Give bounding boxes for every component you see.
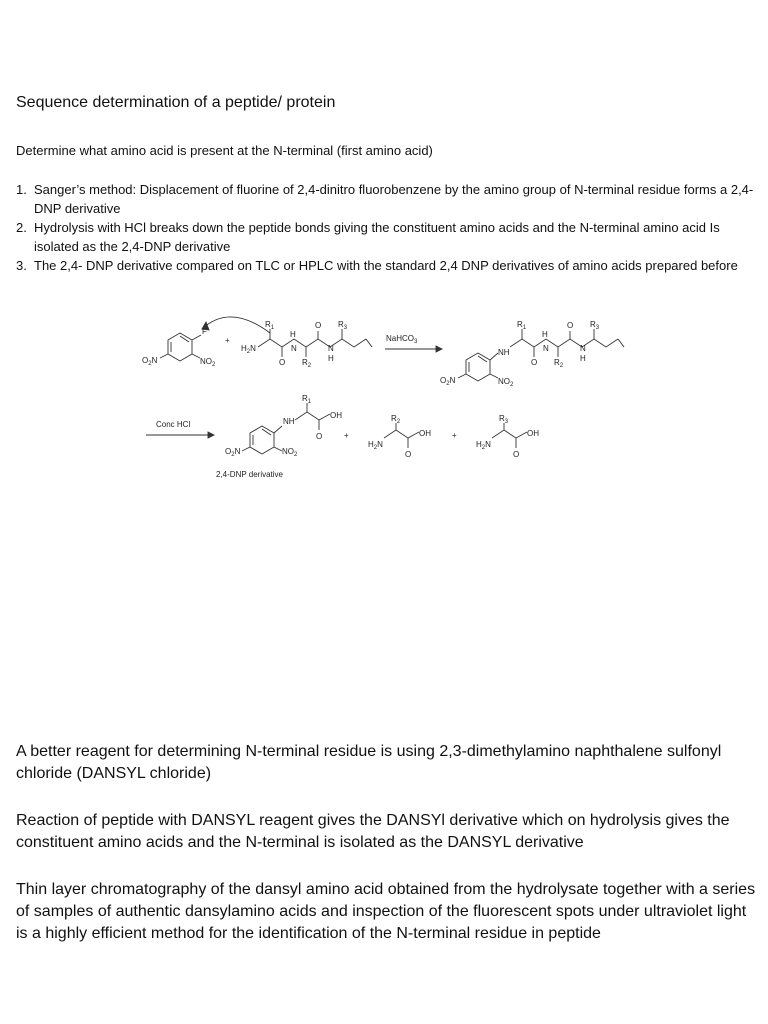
oxygen-label: O bbox=[405, 450, 412, 459]
r1-label: $R_1$ bbox=[265, 320, 275, 331]
step-text: Hydrolysis with HCl breaks down the peptide bonds giving the constituent amino acids and the N-terminal amino acid Is isolated as the 2,4-DNP derivative bbox=[34, 220, 720, 254]
amine-label: $H_2N$ bbox=[368, 440, 383, 451]
amide-h-label: H bbox=[580, 354, 586, 363]
nitro-label: $O_2N$ bbox=[440, 376, 456, 387]
r3-label: $R_3$ bbox=[338, 320, 348, 331]
peptide-chain bbox=[510, 339, 618, 347]
peptide-chain bbox=[258, 339, 366, 347]
reagent-label: NaHCO$_3$ bbox=[386, 334, 418, 345]
amide-n-label: N bbox=[328, 344, 334, 353]
step-text: Sanger’s method: Displacement of fluorine of 2,4-dinitro fluorobenzene by the amino group of N-terminal residue forms a 2,4-DNP derivative bbox=[34, 182, 754, 216]
benzene-ring bbox=[466, 353, 490, 381]
nitro-label: $NO_2$ bbox=[498, 377, 514, 388]
oxygen-label: O bbox=[316, 432, 323, 441]
scheme-caption: 2,4-DNP derivative bbox=[216, 470, 283, 479]
amide-h-label: H bbox=[328, 354, 334, 363]
oxygen-label: O bbox=[531, 358, 538, 367]
step-number: 1. bbox=[16, 182, 27, 197]
nitro-label: $O_2N$ bbox=[225, 447, 241, 458]
plus-sign: + bbox=[225, 336, 230, 345]
list-item bbox=[16, 256, 766, 275]
amide-n-label: N bbox=[543, 344, 549, 353]
intro-text: Determine what amino acid is present at the N-terminal (first amino acid) bbox=[16, 143, 433, 158]
r1-label: $R_1$ bbox=[302, 394, 312, 405]
nitro-label: $NO_2$ bbox=[200, 357, 216, 368]
list-item bbox=[16, 218, 766, 256]
r2-label: $R_2$ bbox=[302, 358, 312, 369]
curved-arrow bbox=[202, 317, 270, 333]
r1-label: $R_1$ bbox=[517, 320, 527, 331]
r3-label: $R_3$ bbox=[499, 414, 509, 425]
dansyl-intro-paragraph: A better reagent for determining N-terminal residue is using 2,3-dimethylamino naphthalene sulfonyl chloride (DANSYL chloride) bbox=[16, 743, 722, 782]
benzene-ring bbox=[168, 333, 192, 361]
nitro-label: $NO_2$ bbox=[282, 447, 298, 458]
oxygen-label: O bbox=[513, 450, 520, 459]
amine-label: $H_2N$ bbox=[241, 344, 256, 355]
nitro-label: $O_2N$ bbox=[142, 356, 158, 367]
plus-sign: + bbox=[452, 431, 457, 440]
fluorine-label: F bbox=[202, 327, 207, 336]
plus-sign: + bbox=[344, 431, 349, 440]
r2-label: $R_2$ bbox=[391, 414, 401, 425]
amide-n-label: N bbox=[291, 344, 297, 353]
reaction-scheme bbox=[130, 305, 650, 485]
method-steps bbox=[16, 180, 766, 275]
hydroxyl-label: OH bbox=[527, 429, 539, 438]
hydroxyl-label: OH bbox=[419, 429, 431, 438]
oxygen-label: O bbox=[567, 321, 574, 330]
amide-h-label: H bbox=[542, 330, 548, 339]
step-text: The 2,4- DNP derivative compared on TLC or HPLC with the standard 2,4 DNP derivatives of amino acids prepared before bbox=[34, 258, 738, 273]
r2-label: $R_2$ bbox=[554, 358, 564, 369]
amine-label: $H_2N$ bbox=[476, 440, 491, 451]
amine-nh-label: NH bbox=[498, 348, 510, 357]
benzene-ring bbox=[250, 426, 274, 454]
r3-label: $R_3$ bbox=[590, 320, 600, 331]
tlc-paragraph: Thin layer chromatography of the dansyl amino acid obtained from the hydrolysate together with a series of samples of authentic dansylamino acids and inspection of the fluorescent spots under ultraviolet light is a highly efficient method for the identification of the N-terminal residue in peptide bbox=[16, 881, 756, 942]
dansyl-reaction-paragraph: Reaction of peptide with DANSYL reagent gives the DANSYl derivative which on hydrolysis gives the constituent amino acids and the N-terminal is isolated as the DANSYL derivative bbox=[16, 812, 730, 851]
reagent-label: Conc HCl bbox=[156, 420, 191, 429]
oxygen-label: O bbox=[279, 358, 286, 367]
list-item bbox=[16, 180, 766, 218]
oxygen-label: O bbox=[315, 321, 322, 330]
hydroxyl-label: OH bbox=[330, 411, 342, 420]
amine-nh-label: NH bbox=[283, 417, 295, 426]
step-number: 3. bbox=[16, 258, 27, 273]
page-title: Sequence determination of a peptide/ protein bbox=[16, 94, 336, 111]
step-number: 2. bbox=[16, 220, 27, 235]
amide-h-label: H bbox=[290, 330, 296, 339]
amide-n-label: N bbox=[580, 344, 586, 353]
